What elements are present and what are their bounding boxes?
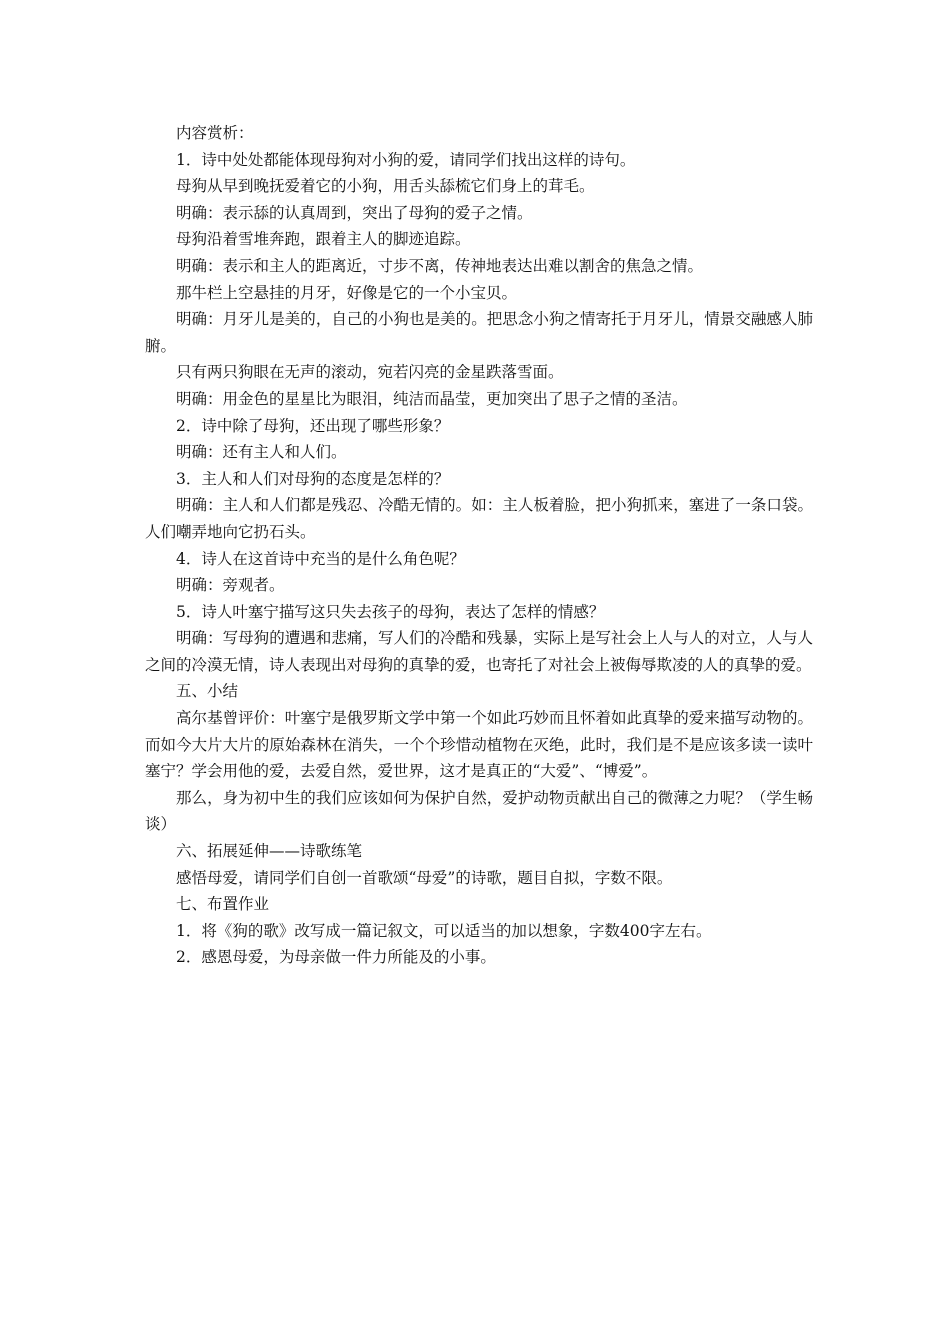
answer-1a: 明确：表示舔的认真周到，突出了母狗的爱子之情。: [176, 203, 533, 222]
answer-1d: 明确：用金色的星星比为眼泪，纯洁而晶莹，更加突出了思子之情的圣洁。: [176, 389, 688, 408]
poem-quote-2: 母狗沿着雪堆奔跑，跟着主人的脚迹追踪。: [176, 230, 471, 249]
question-3: 3．主人和人们对母狗的态度是怎样的？: [176, 469, 450, 488]
answer-1b: 明确：表示和主人的距离近，寸步不离，传神地表达出难以割舍的焦急之情。: [176, 256, 704, 275]
answer-3: 明确：主人和人们都是残忍、冷酷无情的。如：主人板着脸，把小狗抓来，塞进了一条口袋。人们嘲弄地向它扔石头。: [145, 496, 813, 541]
poem-quote-3: 那牛栏上空悬挂的月牙，好像是它的一个小宝贝。: [176, 283, 518, 302]
homework-item-2: 2．感恩母爱，为母亲做一件力所能及的小事。: [176, 948, 496, 967]
section-label-content-analysis: 内容赏析：: [176, 124, 254, 142]
question-1: 1．诗中处处都能体现母狗对小狗的爱，请同学们找出这样的诗句。: [176, 150, 636, 169]
section-heading-homework: 七、布置作业: [176, 895, 270, 914]
poem-quote-1: 母狗从早到晚抚爱着它的小狗，用舌头舔梳它们身上的茸毛。: [176, 177, 595, 196]
summary-paragraph-2: 那么，身为初中生的我们应该如何为保护自然，爱护动物贡献出自己的微薄之力呢？（学生畅谈）: [145, 788, 813, 834]
section-heading-extension: 六、拓展延伸——诗歌练笔: [176, 842, 363, 861]
question-4: 4．诗人在这首诗中充当的是什么角色呢？: [176, 549, 465, 568]
document-body: [145, 120, 813, 971]
summary-paragraph-1: 高尔基曾评价：叶塞宁是俄罗斯文学中第一个如此巧妙而且怀着如此真挚的爱来描写动物的。而如今大片大片的原始森林在消失，一个个珍惜动植物在灭绝，此时，我们是不是应该多读一读叶塞宁？学会用他的爱，去爱自然，爱世界，这才是真正的“大爱”、“博爱”。: [145, 709, 813, 781]
answer-1c: 明确：月牙儿是美的，自己的小狗也是美的。把思念小狗之情寄托于月牙儿，情景交融感人肺腑。: [145, 310, 813, 355]
section-heading-summary: 五、小结: [176, 682, 239, 701]
answer-2: 明确：还有主人和人们。: [176, 443, 347, 462]
answer-4: 明确：旁观者。: [176, 576, 285, 595]
homework-item-1: 1．将《狗的歌》改写成一篇记叙文，可以适当的加以想象，字数400字左右。: [176, 921, 712, 940]
extension-paragraph: 感悟母爱，请同学们自创一首歌颂“母爱”的诗歌，题目自拟，字数不限。: [176, 868, 673, 887]
poem-quote-4: 只有两只狗眼在无声的滚动，宛若闪亮的金星跌落雪面。: [176, 363, 564, 382]
answer-5: 明确：写母狗的遭遇和悲痛，写人们的冷酷和残暴，实际上是写社会上人与人的对立，人与人之间的冷漠无情，诗人表现出对母狗的真挚的爱，也寄托了对社会上被侮辱欺凌的人的真挚的爱。: [145, 629, 813, 674]
question-2: 2．诗中除了母狗，还出现了哪些形象？: [176, 416, 450, 435]
question-5: 5．诗人叶塞宁描写这只失去孩子的母狗，表达了怎样的情感？: [176, 602, 605, 621]
